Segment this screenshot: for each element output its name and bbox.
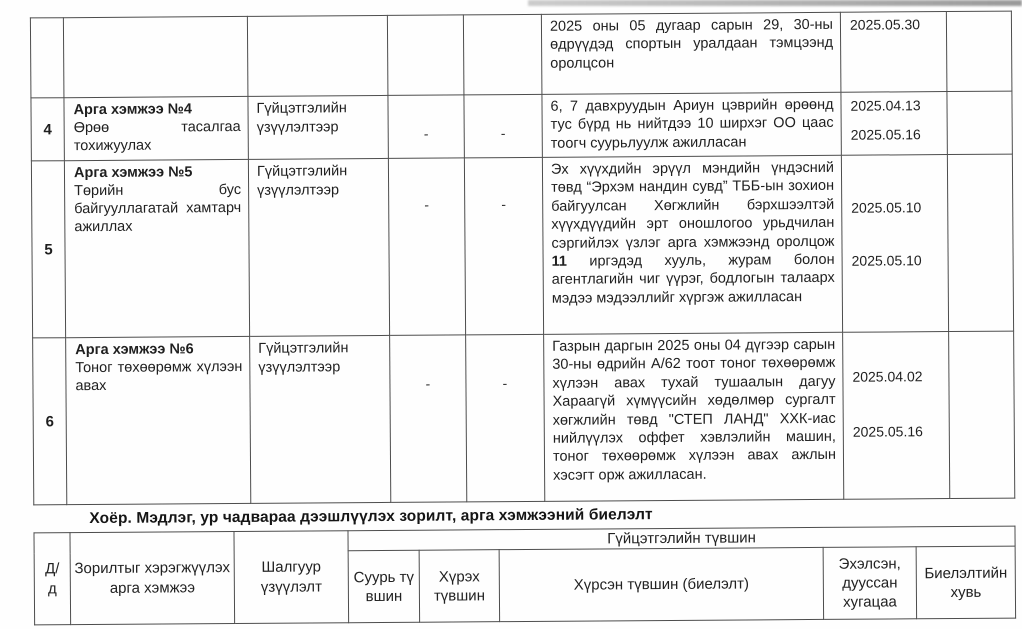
action-cell bbox=[63, 16, 248, 97]
date-value: 2025.04.02 bbox=[852, 368, 923, 385]
target-level-cell: - bbox=[466, 334, 545, 502]
action-title bbox=[73, 20, 240, 21]
percent-cell bbox=[946, 11, 1012, 91]
result-cell: 6, 7 давхруудын Ариун цэврийн өрөөнд тус бүрд нь нийтдээ 10 ширхэг ОО цаас тоогч суурьлуулж ажилласан bbox=[542, 92, 841, 157]
action-body bbox=[73, 20, 240, 21]
table-row bbox=[30, 11, 1012, 98]
row-number-cell: 6 bbox=[33, 338, 67, 505]
dates-cell bbox=[841, 155, 948, 333]
base-level-cell: - bbox=[388, 95, 464, 159]
action-body: Төрийн бус байгууллагатай хамтарч ажиллах bbox=[74, 182, 242, 236]
header-base-level: Суурь түвшин bbox=[348, 550, 420, 622]
table-row bbox=[33, 331, 1015, 505]
header-indicator: Шалгуур үзүүлэлт bbox=[234, 531, 349, 624]
action-cell bbox=[64, 96, 248, 160]
dates-cell bbox=[841, 92, 947, 156]
header-period: Эхэлсэн, дууссан хугацаа bbox=[823, 547, 917, 620]
table-row bbox=[31, 154, 1013, 338]
date-value: 2025.05.16 bbox=[852, 423, 923, 440]
header-action: Зорилтыг хэрэгжүүлэх арга хэмжээ bbox=[70, 532, 235, 625]
date-value: 2025.05.16 bbox=[850, 126, 921, 143]
base-level-cell bbox=[387, 15, 464, 96]
indicator-cell bbox=[247, 15, 388, 96]
date-value: 2025.05.10 bbox=[851, 199, 922, 216]
dates-cell bbox=[840, 12, 947, 93]
date-value: 2025.05.10 bbox=[851, 252, 922, 269]
row-number-cell bbox=[30, 18, 64, 98]
header-target-level: Хүрэх түвшин bbox=[419, 550, 500, 623]
header-completion-percent: Биелэлтийн хувь bbox=[916, 546, 1016, 619]
header-achieved-level: Хүрсэн түвшин (биелэлт) bbox=[499, 548, 823, 622]
base-level-cell: - bbox=[388, 158, 465, 336]
base-level-cell: - bbox=[390, 335, 467, 503]
action-cell bbox=[64, 159, 249, 337]
percent-cell bbox=[947, 154, 1013, 331]
indicator-cell: Гүйцэтгэлийн үзүүлэлтээр bbox=[250, 335, 391, 503]
section-two-table bbox=[33, 526, 1016, 626]
date-value: 2025.05.30 bbox=[849, 16, 921, 33]
row-number-cell: 4 bbox=[31, 98, 64, 161]
action-body: Өрөө тасалгаа тохижуулах bbox=[73, 119, 241, 155]
target-level-cell: - bbox=[464, 94, 542, 158]
activities-table bbox=[30, 11, 1015, 506]
header-performance-level-group: Гүйцэтгэлийн түвшин bbox=[348, 526, 1015, 551]
percent-cell bbox=[949, 331, 1015, 498]
result-cell: 2025 оны 05 дугаар сарын 29, 30-ны өдрүүдэд спортын уралдаан тэмцээнд оролцсон bbox=[541, 12, 841, 94]
percent-cell bbox=[947, 91, 1012, 154]
indicator-cell: Гүйцэтгэлийн үзүүлэлтээр bbox=[248, 158, 389, 336]
action-title: Арга хэмжээ №6 bbox=[75, 341, 194, 359]
header-row-number: Д/д bbox=[34, 533, 71, 625]
scan-artifact-top bbox=[528, 0, 1022, 6]
dates-cell bbox=[843, 332, 950, 500]
indicator-cell: Гүйцэтгэлийн үзүүлэлтээр bbox=[248, 95, 388, 159]
row-number-cell: 5 bbox=[31, 161, 65, 338]
date-value: 2025.04.13 bbox=[850, 97, 921, 114]
action-body: Тоног төхөөрөмж хүлээн авах bbox=[75, 359, 243, 395]
target-level-cell: - bbox=[464, 157, 543, 335]
table-row bbox=[31, 91, 1012, 161]
action-title: Арга хэмжээ №4 bbox=[73, 101, 193, 119]
action-title: Арга хэмжээ №5 bbox=[73, 164, 193, 182]
scanned-page bbox=[30, 11, 1016, 626]
action-cell bbox=[66, 336, 251, 504]
result-cell: Эх хүүхдийн эрүүл мэндийн үндэсний төвд “Эрхэм нандин сувд” ТББ-ын зохион байгуулсан Хөгжлийн бэрхшээлтэй хүүхдүүдийн эрт оношлогоо урьдчилан сэргийлэх үзлэг арга хэмжээнд оролцож 11 иргэдэд хууль, журам болон агентлагийн чиг үүрэг, бодлогын талаарх мэдээ мэдээллийг хүргэж ажилласан bbox=[542, 155, 842, 334]
target-level-cell bbox=[463, 14, 542, 95]
section-heading: Хоёр. Мэдлэг, ур чадвараа дээшлүүлэх зорилт, арга хэмжээний биелэлт bbox=[89, 506, 653, 528]
result-cell: Газрын даргын 2025 оны 04 дүгээр сарын 30-ны өдрийн А/62 тоот тоног төхөөрөмж хүлээн авах тухай тушаалын дагуу Хараагүй хүмүүсийн хөдөлмөр сургалт хөгжлийн төвд "СТЕП ЛАНД" ХХК-иас нийлүүлэх оффет хэвлэлийн машин, тоног төхөөрөмж хүлээн авах ажлын хэсэгт орж ажилласан. bbox=[544, 332, 844, 501]
